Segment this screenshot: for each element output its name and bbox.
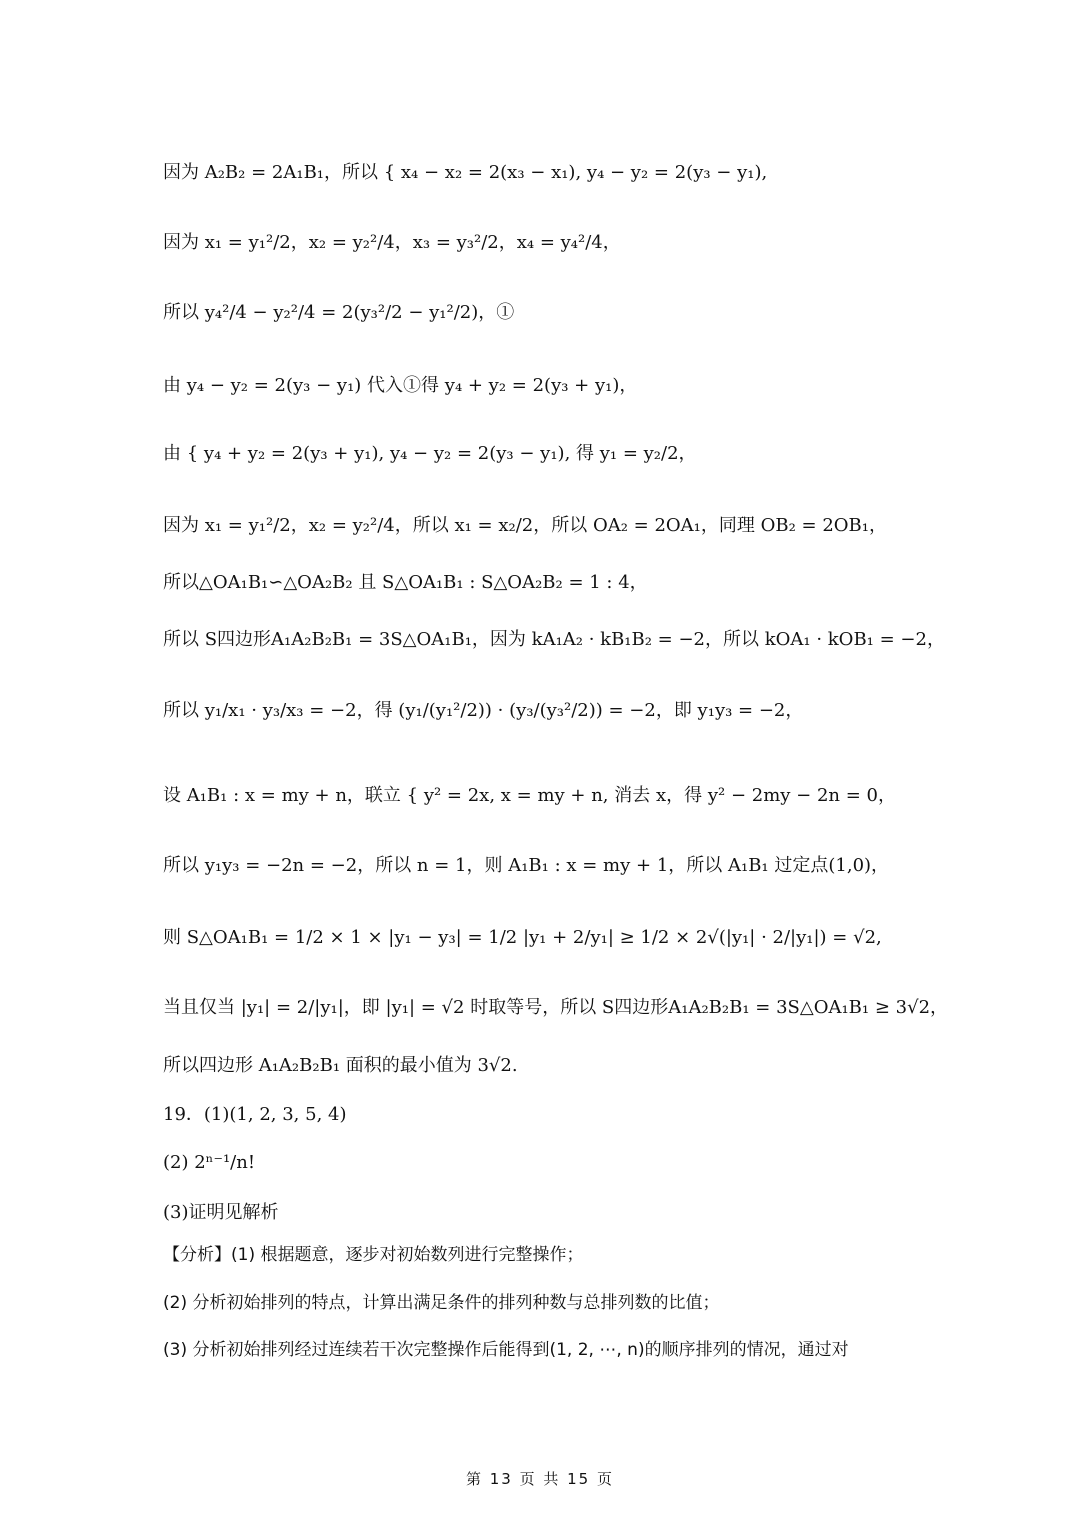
answer-3: (3)证明见解析 <box>163 1202 279 1223</box>
line-2: 因为 x₁ = y₁²/2，x₂ = y₂²/4，x₃ = y₃²/2，x₄ = y₄²/4， <box>163 232 621 253</box>
analysis-2: (2) 分析初始排列的特点，计算出满足条件的排列种数与总排列数的比值； <box>163 1293 720 1313</box>
line-5: 由 { y₄ + y₂ = 2(y₃ + y₁), y₄ − y₂ = 2(y₃ − y₁), 得 y₁ = y₂/2， <box>163 443 697 464</box>
answer-2: (2) 2ⁿ⁻¹/n! <box>163 1152 256 1173</box>
line-6: 因为 x₁ = y₁²/2，x₂ = y₂²/4，所以 x₁ = x₂/2，所以 OA₂ = 2OA₁，同理 OB₂ = 2OB₁， <box>163 515 887 536</box>
line-1: 因为 A₂B₂ = 2A₁B₁，所以 { x₄ − x₂ = 2(x₃ − x₁), y₄ − y₂ = 2(y₃ − y₁), <box>163 162 768 183</box>
line-7: 所以△OA₁B₁∽△OA₂B₂ 且 S△OA₁B₁ : S△OA₂B₂ = 1 : 4， <box>163 572 648 593</box>
question-19 <box>163 1102 1040 1128</box>
line-13: 当且仅当 |y₁| = 2/|y₁|，即 |y₁| = √2 时取等号，所以 S四边形A₁A₂B₂B₁ = 3S△OA₁B₁ ≥ 3√2， <box>163 997 949 1018</box>
line-3: 所以 y₄²/4 − y₂²/4 = 2(y₃²/2 − y₁²/2)，① <box>163 302 515 323</box>
line-10: 设 A₁B₁ : x = my + n，联立 { y² = 2x, x = my + n, 消去 x，得 y² − 2my − 2n = 0， <box>163 785 896 806</box>
line-9: 所以 y₁/x₁ · y₃/x₃ = −2，得 (y₁/(y₁²/2)) · (y₃/(y₃²/2)) = −2，即 y₁y₃ = −2， <box>163 700 804 721</box>
line-11: 所以 y₁y₃ = −2n = −2，所以 n = 1，则 A₁B₁ : x = my + 1，所以 A₁B₁ 过定点(1,0)， <box>163 855 890 876</box>
page-footer: 第 13 页 共 15 页 <box>465 1470 614 1488</box>
line-8: 所以 S四边形A₁A₂B₂B₁ = 3S△OA₁B₁，因为 kA₁A₂ · kB₁B₂ = −2，所以 kOA₁ · kOB₁ = −2， <box>163 629 945 650</box>
analysis-1: 【分析】(1) 根据题意，逐步对初始数列进行完整操作； <box>163 1245 584 1265</box>
answer-1: (1)(1, 2, 3, 5, 4) <box>203 1104 347 1125</box>
line-4: 由 y₄ − y₂ = 2(y₃ − y₁) 代入①得 y₄ + y₂ = 2(y₃ + y₁)， <box>163 375 638 396</box>
analysis-3: (3) 分析初始排列经过连续若干次完整操作后能得到(1, 2, ⋯, n)的顺序排列的情况，通过对 <box>163 1340 849 1360</box>
line-14: 所以四边形 A₁A₂B₂B₁ 面积的最小值为 3√2. <box>163 1055 518 1076</box>
question-number: 19． <box>163 1104 204 1125</box>
line-12: 则 S△OA₁B₁ = 1/2 × 1 × |y₁ − y₃| = 1/2 |y₁ + 2/y₁| ≥ 1/2 × 2√(|y₁| · 2/|y₁|) = √2, <box>163 927 882 948</box>
